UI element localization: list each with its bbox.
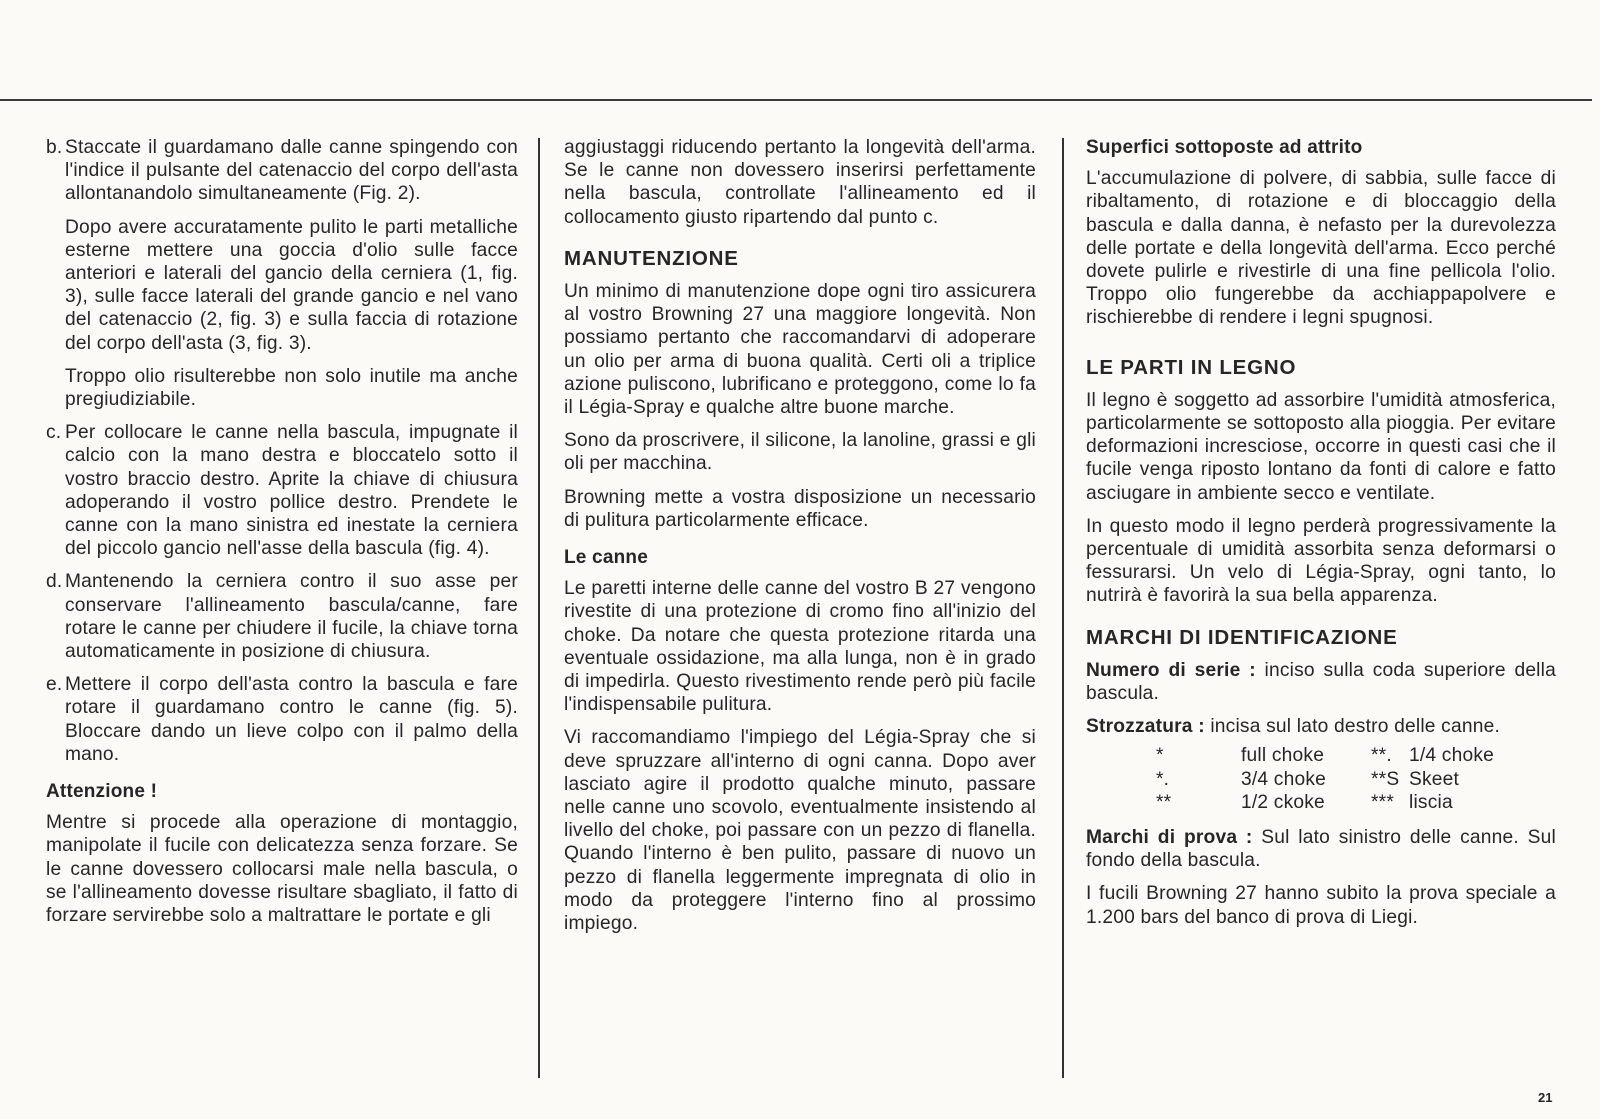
page-number: 21 bbox=[1538, 1090, 1553, 1105]
column-1 bbox=[46, 136, 518, 937]
section-heading-manutenzione: MANUTENZIONE bbox=[564, 246, 739, 270]
choke-type: full choke bbox=[1241, 745, 1325, 767]
list-item-d bbox=[46, 570, 518, 663]
choke-marks-table bbox=[1156, 744, 1556, 814]
serial-number-paragraph bbox=[1086, 659, 1556, 705]
choke-paragraph bbox=[1086, 715, 1556, 738]
paragraph: Mentre si procede alla operazione di montaggio, manipolate il fucile con delicatezza senza forzare. Se le canne dovessero collocarsi male nella bascula, o se l'allineamento dovesse risultare sbagliato, il fatto di forzare servirebbe solo a maltrattare le portate e gli bbox=[46, 812, 518, 927]
paragraph: Troppo olio risulterebbe non solo inutile ma anche pregiudiziabile. bbox=[65, 365, 518, 411]
list-text: Per collocare le canne nella bascula, impugnate il calcio con la mano destra e bloccatelo sotto il vostro braccio destro. Aprite la chiave di chiusura adoperando il vostro pollice destro. Prendete le canne con la mano sinistra ed inestate la cerniera del piccolo gancio nell'asse della bascula (fig. 4). bbox=[65, 422, 518, 560]
choke-mark: *. bbox=[1156, 768, 1170, 790]
paragraph: I fucili Browning 27 hanno subito la prova speciale a 1.200 bars del banco di prova di Liegi. bbox=[1086, 883, 1556, 928]
serial-label: Numero di serie : bbox=[1086, 659, 1256, 681]
top-rule bbox=[0, 99, 1592, 101]
list-label: d. bbox=[46, 571, 63, 593]
choke-mark: *** bbox=[1371, 791, 1395, 813]
paragraph: L'accumulazione di polvere, di sabbia, sulle facce di ribaltamento, di rotazione e di bloccaggio della bascula e dalla danna, è nefasto per la durevolezza delle portate e della longevità dell'arma. Ecco perché dovete pulirle e rivestirle di una fine pellicola l'olio. Troppo olio fungerebbe da acchiappapolvere e rischierebbe di rendere i legni spugnosi. bbox=[1086, 168, 1556, 329]
paragraph: Vi raccomandiamo l'impiego del Légia-Spray che si deve spruzzare all'interno di ogni canna. Dopo aver lasciato agire il prodotto qualche minuto, passare nelle canne uno scovolo, eventualmente insistendo al livello del choke, poi passare con un pezzo di flanella. Quando l'interno è ben pulito, passare di nuovo un pezzo di flanella leggermente impregnata di olio in modo da proteggere l'interno fino al prossimo impiego. bbox=[564, 727, 1036, 935]
choke-type: 1/4 choke bbox=[1409, 745, 1495, 767]
subsection-heading-canne: Le canne bbox=[564, 547, 648, 569]
choke-type: Skeet bbox=[1409, 768, 1460, 790]
choke-text: incisa sul lato destro delle canne. bbox=[1204, 716, 1500, 738]
section-heading-legno: LE PARTI IN LEGNO bbox=[1086, 355, 1297, 379]
list-label: c. bbox=[46, 422, 62, 444]
column-divider-1 bbox=[538, 138, 540, 1078]
section-heading-marchi: MARCHI DI IDENTIFICAZIONE bbox=[1086, 625, 1398, 649]
list-text: Mettere il corpo dell'asta contro la bascula e fare rotare il guardamano contro le canne (fig. 5). Bloccare dando un lieve colpo con il palmo della mano. bbox=[65, 674, 518, 765]
list-item-b bbox=[46, 136, 518, 206]
paragraph: Browning mette a vostra disposizione un necessario di pulitura particolarmente efficace. bbox=[564, 486, 1036, 531]
column-divider-2 bbox=[1062, 138, 1064, 1078]
list-text: Staccate il guardamano dalle canne spingendo con l'indice il pulsante del catenaccio del corpo dell'asta allontanandolo simultaneamente (Fig. 2). bbox=[65, 137, 518, 205]
paragraph: Le paretti interne delle canne del vostro B 27 vengono rivestite di una protezione di cromo fino all'inizio del choke. Da notare che questa protezione ritarda una eventuale ossidazione, ma alla lunga, non è in grado di impedirla. Questo rivestimento rende però più facile l'indispensabile pulitura. bbox=[564, 578, 1036, 716]
paragraph: aggiustaggi riducendo pertanto la longevità dell'arma. Se le canne non dovessero inserirsi perfettamente nella bascula, controllate l'allineamento ed il collocamento giusto ripartendo dal punto c. bbox=[564, 137, 1036, 228]
choke-mark: **. bbox=[1371, 745, 1392, 767]
paragraph: Dopo avere accuratamente pulito le parti metalliche esterne mettere una goccia d'olio sulle facce anteriori e laterali del gancio della cerniera (1, fig. 3), sulle facce laterali del grande gancio e nel vano del catenaccio (2, fig. 3) e sulla faccia di rotazione del corpo dell'asta (3, fig. 3). bbox=[65, 216, 518, 354]
list-item-c bbox=[46, 421, 518, 560]
choke-mark: * bbox=[1156, 745, 1164, 767]
subsection-heading-superfici: Superfici sottoposte ad attrito bbox=[1086, 137, 1363, 158]
paragraph: Il legno è soggetto ad assorbire l'umidità atmosferica, particolarmente se sottoposto alla pioggia. Per evitare deformazioni incresciose, occorre in questi casi che il fucile venga riposto lontano da fonti di calore e fatto asciugare in ambiente secco e ventilate. bbox=[1086, 389, 1556, 504]
list-label: e. bbox=[46, 674, 63, 696]
choke-mark: ** bbox=[1156, 791, 1172, 813]
proof-marks-paragraph bbox=[1086, 826, 1556, 872]
choke-label: Strozzatura : bbox=[1086, 716, 1205, 738]
choke-type: 1/2 ckoke bbox=[1241, 791, 1325, 813]
proof-label: Marchi di prova : bbox=[1086, 827, 1253, 849]
choke-type: liscia bbox=[1409, 791, 1453, 813]
list-item-e bbox=[46, 673, 518, 766]
attention-heading: Attenzione ! bbox=[46, 781, 158, 803]
serial-text: inciso sulla coda superiore della bascula. bbox=[1086, 659, 1556, 705]
proof-text: Sul lato sinistro delle canne. Sul fondo della bascula. bbox=[1086, 827, 1556, 872]
list-text: Mantenendo la cerniera contro il suo asse per conservare l'allineamento bascula/canne, fare rotare le canne per chiudere il fucile, la chiave torna automaticamente in posizione di chiusura. bbox=[65, 571, 518, 663]
list-label: b. bbox=[46, 137, 63, 158]
choke-mark: **S bbox=[1371, 768, 1400, 790]
column-2 bbox=[564, 136, 1036, 945]
paragraph: In questo modo il legno perderà progressivamente la percentuale di umidità assorbita senza deformarsi o fessurarsi. Un velo di Légia-Spray, ogni tanto, lo nutrirà è favorirà la sua bella apparenza. bbox=[1086, 515, 1556, 607]
choke-type: 3/4 choke bbox=[1241, 768, 1327, 790]
paragraph: Un minimo di manutenzione dope ogni tiro assicurera al vostro Browning 27 una maggiore longevità. Non possiamo pertanto che raccomandarvi di adoperare un olio per arma di buona qualità. Certi oli a triplice azione puliscono, lubrificano e proteggono, come lo fa il Légia-Spray e qualche altre buone marche. bbox=[564, 281, 1036, 419]
column-3 bbox=[1086, 136, 1556, 939]
paragraph: Sono da proscrivere, il silicone, la lanoline, grassi e gli oli per macchina. bbox=[564, 430, 1036, 475]
